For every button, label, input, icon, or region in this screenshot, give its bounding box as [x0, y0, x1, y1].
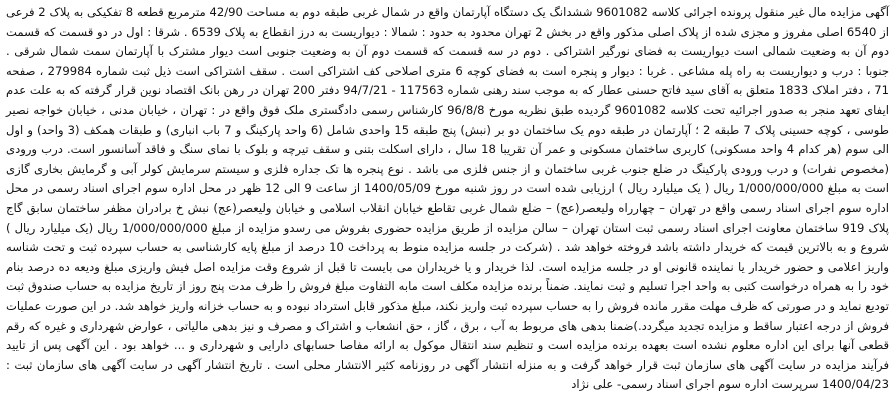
notice-body-text: آگهی مزایده مال غیر منقول پرونده اجرائی کلاسه 9601082 ششدانگ یک دستگاه آپارتمان واقع در شمال غربی طبقه دوم به مساحت 42/90 مترمربع قطعه 8 تفکیکی به پلاک 2 فرعی از 6540 اصلی مفروز و مجزی شده از پلاک اصلی مذکور واقع در بخش 2 تهران محدود به حدود : شمالا : دیواریست به درز انقطاع به پلاک 6539 . شرقا : اول در دو قسمت که قسمت دوم آن به وضعیت شمالی است دیواریست به فضای نورگیر اشتراکی . دوم در سه قسمت که قسمت دوم آن به وضعیت جنوبی است دیوار مشترک با آپارتمان سمت شمال شرقی . جنوبا : درب و دیواریست به راه پله مشاعی . غربا : دیوار و پنجره است به فضای کوچه 6 متری اصلاحی کف اشتراکی است . سقف اشتراکی است ذیل ثبت شماره 279984 ، صفحه 71 ، دفتر املاک 1833 متعلق به آقای سید فاتح حسنی عطار که به موجب سند رهنی شماره 117563 - 94/7/21 دفتر 200 تهران در رهن بانک اقتصاد نوین قرار گرفته که به علت عدم ایفای تعهد منجر به صدور اجرائیه تحت کلاسه 9601082 گردیده طبق نظریه مورخ 96/8/8 کارشناس رسمی دادگستری ملک فوق واقع در : تهران ، خیابان مدنی ، خیابان خواجه نصیر طوسی ، کوچه حسینی پلاک 7 طبقه 2 ؛ آپارتمان در طبقه دوم یک ساختمان دو بر (نبش) پنج طبقه 15 واحدی شامل (6 واحد پارکینگ و 7 باب انباری) و طبقات همکف (3 واحد) و اول الی سوم (هر کدام 4 واحد مسکونی) کاربری ساختمان مسکونی و عمر آن تقریبا 18 سال ، دارای اسکلت بتنی و سقف تیرچه و بلوک با نمای سنگ و فاقد آسانسور است. درب ورودی (مخصوص نفرات) و درب ورودی پارکینگ در ضلع جنوب غربی ساختمان و از جنس فلزی می باشد . نوع پنجره ها تک جداره فلزی و سیستم سرمایش کولر آبی و گرمایش بخاری گازی است به مبلغ 1/000/000/000 ریال ( یک میلیارد ریال ) ارزیابی شده است در روز شنبه مورخ 1400/05/09 از ساعت 9 الی 12 ظهر در محل اداره سوم اجرای اسناد رسمی در محل اداره سوم اجرای اسناد رسمی واقع در تهران – چهارراه ولیعصر(عج) – ضلع شمال غربی تقاطع خیابان انقلاب اسلامی و خیابان ولیعصر(عج) نبش خ برادران مظفر ساختمان سابق گاج پلاک 919 ساختمان معاونت اجرای اسناد رسمی ثبت استان تهران – سالن مزایده از طریق مزایده حضوری بفروش می رسدو مزایده از مبلغ 1/000/000/000 ریال (یک میلیارد ریال ) شروع و به بالاترین قیمت که خریدار داشته باشد فروخته خواهد شد . (شرکت در جلسه مزایده منوط به پرداخت 10 درصد از مبلغ پایه کارشناسی به حساب سپرده ثبت و تحت شناسه واریز اعلامی و حضور خریدار یا نماینده قانونی او در جلسه مزایده است. لذا خریدار و یا خریداران می بایست تا قبل از شروع وقت مزایده اصل فیش واریزی مبلغ ودیعه ده درصد بنام خود را به همراه درخواست کتبی به واحد اجرا تسلیم و ثبت نمایند. ضمناً برنده مزایده مکلف است مابه التفاوت مبلغ فروش را ظرف مدت پنج روز از تاریخ مزایده به حساب صندوق ثبت تودیع نماید و در صورتی که ظرف مهلت مقرر مانده فروش را به حساب سپرده ثبت واریز نکند، مبلغ مذکور قابل استرداد نبوده و به حساب خزانه واریز خواهد شد. در این صورت عملیات فروش از درجه اعتبار ساقط و مزایده تجدید میگردد.)ضمنا بدهی های مربوط به آب ، برق ، گاز ، حق انشعاب و اشتراک و مصرف و نیز بدهی مالیاتی ، عوارض شهرداری و غیره که رقم قطعی آنها برای این اداره معلوم نشده است بعهده برنده مزایده است و تنظیم سند انتقال موکول به ارائه مفاصا حسابهای دارایی و شهرداری و ... خواهد بود . این آگهی پس از تایید فرآیند مزایده در سایت آگهی های سازمان ثبت قرار خواهد گرفت و به منزله انتشار آگهی در روزنامه کثیر الانتشار محلی است . تاریخ انتشار آگهی در سایت آگهی های سازمان ثبت : 1400/04/23 سرپرست اداره سوم اجرای اسناد رسمی- علی نژاد	[6, 5, 889, 392]
